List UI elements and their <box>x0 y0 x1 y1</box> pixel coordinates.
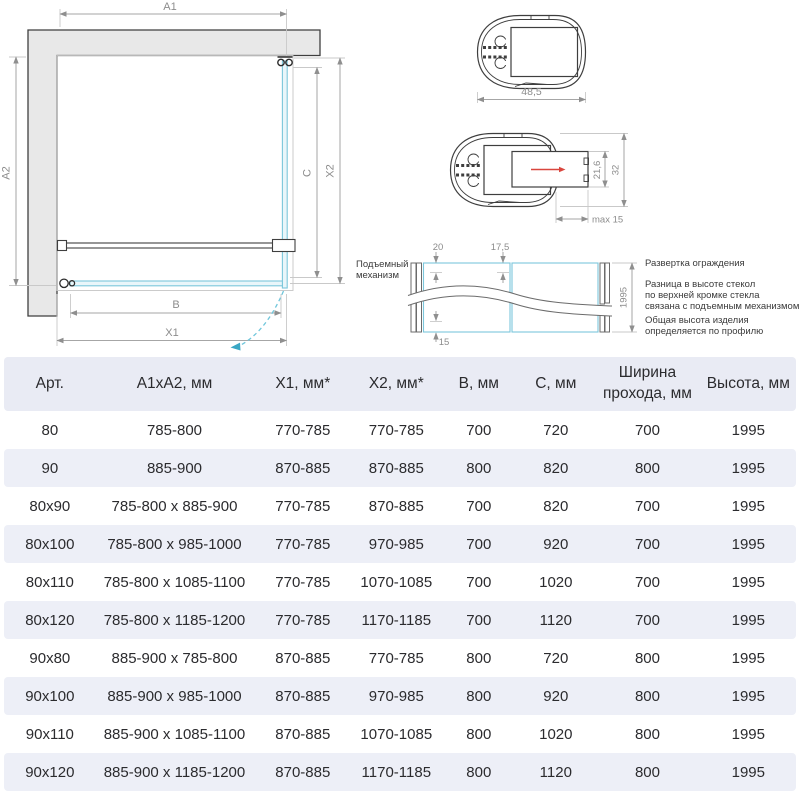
table-cell: 820 <box>517 487 594 525</box>
table-cell: 700 <box>440 601 517 639</box>
table-row <box>4 563 796 601</box>
table-body <box>4 411 796 791</box>
table-cell: 1070-1085 <box>352 715 440 753</box>
table-cell: 1995 <box>701 677 796 715</box>
column-header: B, мм <box>440 357 517 411</box>
table-cell: 720 <box>517 411 594 449</box>
table-cell: 700 <box>594 563 700 601</box>
profile-section-top <box>478 16 586 104</box>
dim-label-height-1995: 1995 <box>618 286 630 309</box>
dim-label-17-5: 17,5 <box>490 242 510 253</box>
table-cell: 800 <box>594 677 700 715</box>
table-cell: 700 <box>594 525 700 563</box>
table-cell: 800 <box>440 753 517 791</box>
table-cell: 870-885 <box>253 449 352 487</box>
table-cell: 785-800 x 1185-1200 <box>96 601 254 639</box>
dim-label-a1: A1 <box>163 1 177 13</box>
table-cell: 700 <box>440 563 517 601</box>
table-cell: 700 <box>440 411 517 449</box>
column-header: X1, мм* <box>253 357 352 411</box>
table-header-row <box>4 357 796 411</box>
table-cell: 1070-1085 <box>352 563 440 601</box>
table-row <box>4 753 796 791</box>
mechanism-label-line2: механизм <box>356 270 399 281</box>
fixed-glass-panel <box>282 61 287 288</box>
table-head <box>4 357 796 411</box>
table-cell: 1995 <box>701 411 796 449</box>
table-cell: 1995 <box>701 525 796 563</box>
swing-arrowhead-icon <box>231 343 241 351</box>
table-cell: 80x110 <box>4 563 96 601</box>
column-header: Арт. <box>4 357 96 411</box>
table-cell: 800 <box>594 715 700 753</box>
note-height-diff-line2: по верхней кромке стекла <box>645 290 760 301</box>
table-row <box>4 601 796 639</box>
table-cell: 770-785 <box>352 411 440 449</box>
table-cell: 1995 <box>701 601 796 639</box>
table-cell: 1995 <box>701 715 796 753</box>
size-table <box>4 357 796 791</box>
table-cell: 1120 <box>517 753 594 791</box>
table-row <box>4 487 796 525</box>
table-cell: 785-800 <box>96 411 254 449</box>
table-cell: 885-900 x 1185-1200 <box>96 753 254 791</box>
table-cell: 1020 <box>517 715 594 753</box>
table-cell: 90x100 <box>4 677 96 715</box>
table-row <box>4 525 796 563</box>
note-height-diff-line1: Разница в высоте стекол <box>645 279 756 290</box>
dim-label-profile-width: 48,5 <box>521 86 542 98</box>
wall <box>28 30 320 316</box>
dim-label-c: C <box>301 169 314 177</box>
column-header: Ширина прохода, мм <box>594 357 700 411</box>
door-glass-panel <box>70 281 282 286</box>
dim-label-20: 20 <box>432 242 444 253</box>
column-header: A1xA2, мм <box>96 357 254 411</box>
table-row <box>4 411 796 449</box>
mechanism-label-line1: Подъемный <box>356 259 409 270</box>
table-cell: 800 <box>440 715 517 753</box>
door-swing-arc <box>239 291 284 346</box>
table-cell: 90x110 <box>4 715 96 753</box>
table-cell: 1170-1185 <box>352 601 440 639</box>
table-cell: 700 <box>440 487 517 525</box>
table-cell: 1995 <box>701 753 796 791</box>
table-cell: 970-985 <box>352 525 440 563</box>
table-cell: 920 <box>517 525 594 563</box>
table-cell: 770-785 <box>253 601 352 639</box>
table-cell: 970-985 <box>352 677 440 715</box>
table-row <box>4 449 796 487</box>
table-cell: 1170-1185 <box>352 753 440 791</box>
unfold-view <box>356 242 799 348</box>
table-cell: 1995 <box>701 449 796 487</box>
table-cell: 800 <box>440 639 517 677</box>
note-total-height-line2: определяется по профилю <box>645 326 764 337</box>
profile-section-side <box>451 134 629 226</box>
table-cell: 90x120 <box>4 753 96 791</box>
table-cell: 800 <box>594 449 700 487</box>
note-unfold-title: Развертка ограждения <box>645 258 745 269</box>
table-cell: 800 <box>440 449 517 487</box>
plan-view <box>1 1 346 351</box>
table-cell: 80 <box>4 411 96 449</box>
table-cell: 1120 <box>517 601 594 639</box>
table-cell: 885-900 x 985-1000 <box>96 677 254 715</box>
table-cell: 870-885 <box>253 753 352 791</box>
table-cell: 785-800 x 885-900 <box>96 487 254 525</box>
table-cell: 80x120 <box>4 601 96 639</box>
support-bar <box>58 240 296 252</box>
table-cell: 700 <box>594 487 700 525</box>
dim-label-15: 15 <box>438 337 450 348</box>
table-cell: 870-885 <box>253 677 352 715</box>
note-total-height-line1: Общая высота изделия <box>645 315 749 326</box>
table-row <box>4 639 796 677</box>
dim-label-b: B <box>172 299 180 311</box>
table-cell: 800 <box>594 639 700 677</box>
table-cell: 800 <box>594 753 700 791</box>
table-cell: 770-785 <box>352 639 440 677</box>
table-cell: 80x90 <box>4 487 96 525</box>
table-cell: 1995 <box>701 487 796 525</box>
dim-label-x2: X2 <box>324 164 337 178</box>
note-height-diff-line3: связана с подъемным механизмом <box>645 301 800 312</box>
table-cell: 870-885 <box>352 487 440 525</box>
table-cell: 785-800 x 1085-1100 <box>96 563 254 601</box>
table-cell: 885-900 <box>96 449 254 487</box>
table-cell: 700 <box>440 525 517 563</box>
table-cell: 820 <box>517 449 594 487</box>
table-cell: 1995 <box>701 563 796 601</box>
enclosure-outline <box>57 56 293 291</box>
table-cell: 770-785 <box>253 487 352 525</box>
table-cell: 700 <box>594 411 700 449</box>
table-cell: 770-785 <box>253 563 352 601</box>
table-cell: 870-885 <box>253 715 352 753</box>
table-cell: 800 <box>440 677 517 715</box>
table-cell: 80x100 <box>4 525 96 563</box>
table-cell: 785-800 x 985-1000 <box>96 525 254 563</box>
table-cell: 870-885 <box>352 449 440 487</box>
table-cell: 1995 <box>701 639 796 677</box>
dim-label-profile-height: 32 <box>610 164 622 176</box>
technical-drawing <box>0 0 800 352</box>
column-header: Высота, мм <box>701 357 796 411</box>
table-row <box>4 715 796 753</box>
table-row <box>4 677 796 715</box>
column-header: C, мм <box>517 357 594 411</box>
table-cell: 720 <box>517 639 594 677</box>
table-cell: 1020 <box>517 563 594 601</box>
column-header: X2, мм* <box>352 357 440 411</box>
dim-label-x1: X1 <box>165 327 179 339</box>
table-cell: 90x80 <box>4 639 96 677</box>
size-table-container <box>0 357 800 791</box>
table-cell: 870-885 <box>253 639 352 677</box>
dim-label-max-adjust: max 15 <box>592 214 624 226</box>
dim-label-glass-inset: 21,6 <box>592 160 603 180</box>
dim-label-a2: A2 <box>0 166 13 180</box>
table-cell: 770-785 <box>253 525 352 563</box>
table-cell: 885-900 x 1085-1100 <box>96 715 254 753</box>
table-cell: 885-900 x 785-800 <box>96 639 254 677</box>
table-cell: 700 <box>594 601 700 639</box>
table-cell: 90 <box>4 449 96 487</box>
table-cell: 920 <box>517 677 594 715</box>
table-cell: 770-785 <box>253 411 352 449</box>
